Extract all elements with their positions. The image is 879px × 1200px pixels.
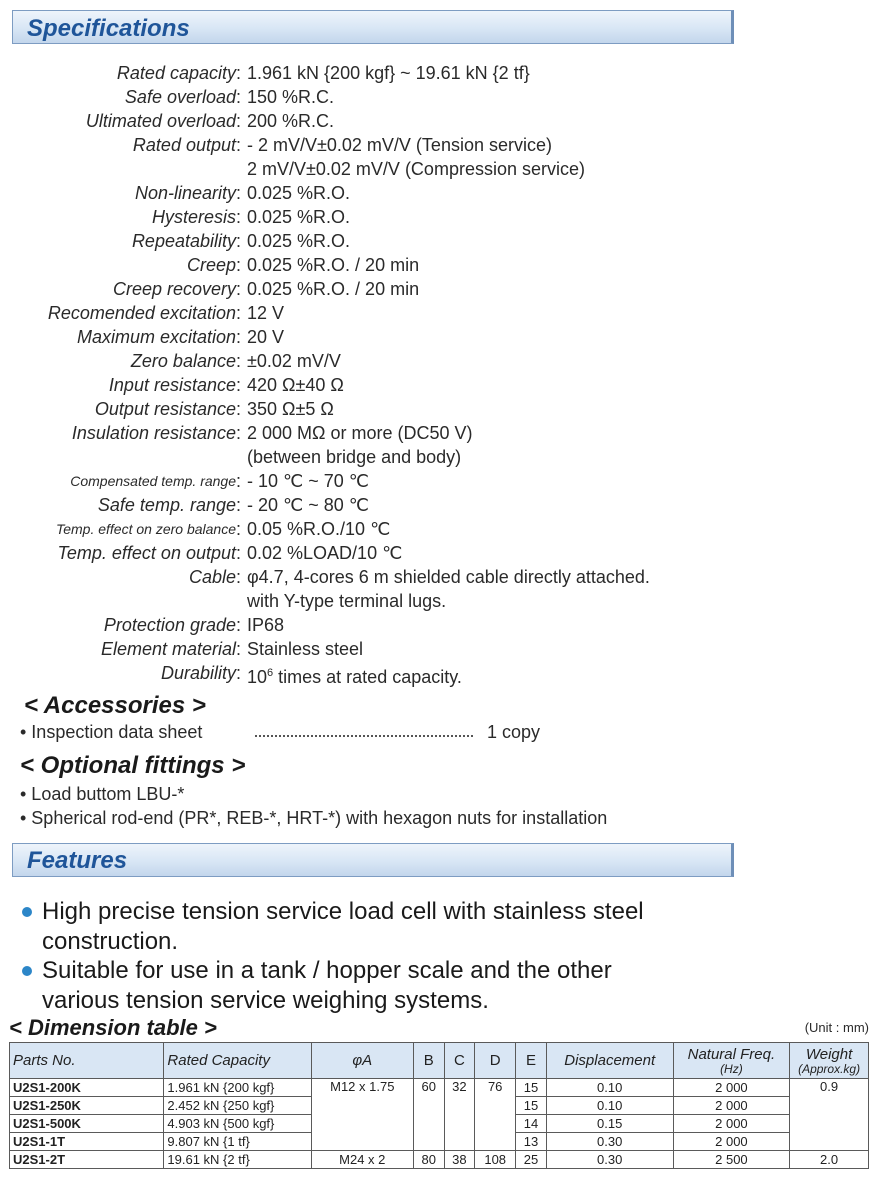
features-title: Features <box>27 847 128 874</box>
spec-label: Non-linearity <box>134 183 236 203</box>
spec-value: 0.02 %LOAD/10 ℃ <box>247 543 403 563</box>
spec-cable-2 <box>0 589 879 613</box>
spec-recomended-excitation: Recomended excitation : 12 V <box>47 303 285 323</box>
th-freq: Natural Freq. (Hz) <box>673 1043 790 1079</box>
spec-repeatability: Repeatability : 0.025 %R.O. <box>131 231 351 251</box>
dimension-table <box>9 1042 869 1169</box>
dimension-title: < Dimension table > <box>9 1015 217 1040</box>
optional-item: • Spherical rod-end (PR*, REB-*, HRT-*) with hexagon nuts for installation <box>20 808 608 828</box>
spec-ultimated-overload: Ultimated overload : 200 %R.C. <box>85 111 335 131</box>
spec-safe-overload: Safe overload : 150 %R.C. <box>124 87 335 107</box>
leader-dots <box>255 735 473 737</box>
spec-label: Compensated temp. range <box>70 473 236 489</box>
spec-temp-effect-zero: Temp. effect on zero balance : 0.05 %R.O./10 ℃ <box>55 519 391 539</box>
spec-value: 0.025 %R.O. <box>247 231 351 251</box>
spec-durability: Durability : $10^6$ times at rated capacity. <box>160 663 462 687</box>
spec-safe-temp-range: Safe temp. range : - 20 ℃ ~ 80 ℃ <box>97 495 369 515</box>
spec-value: 2 000 MΩ or more (DC50 V) <box>247 423 473 443</box>
table-row: U2S1-200K 1.961 kN {200 kgf} M12 x 1.75 60 32 76 15 0.10 2 000 0.9 <box>10 1079 869 1097</box>
spec-label: Insulation resistance <box>71 423 236 443</box>
features-header <box>12 843 734 877</box>
th-phiA: φA <box>311 1043 413 1079</box>
spec-rated-capacity: Rated capacity : 1.961 kN {200 kgf} ~ 19.61 kN {2 tf} <box>116 63 530 83</box>
th-d: D <box>475 1043 516 1079</box>
spec-value: $10^6$ times at rated capacity. <box>247 667 462 687</box>
spec-label: Maximum excitation <box>76 327 236 347</box>
spec-label: Protection grade <box>103 615 236 635</box>
optional-title: < Optional fittings > <box>20 752 246 779</box>
th-e: E <box>516 1043 547 1079</box>
spec-label: Repeatability <box>131 231 236 251</box>
accessories-title: < Accessories > <box>24 692 206 719</box>
spec-rated-output: Rated output : - 2 mV/V±0.02 mV/V (Tension service) <box>132 135 552 155</box>
spec-value: 20 V <box>247 327 285 347</box>
spec-label: Rated output <box>132 135 236 155</box>
spec-value: 200 %R.C. <box>247 111 335 131</box>
spec-label: Safe temp. range <box>97 495 236 515</box>
spec-value: 2 mV/V±0.02 mV/V (Compression service) <box>247 159 585 179</box>
spec-label: Creep recovery <box>112 279 236 299</box>
spec-value: 150 %R.C. <box>247 87 335 107</box>
spec-label: Ultimated overload <box>85 111 236 131</box>
spec-label: Zero balance <box>130 351 236 371</box>
spec-value: IP68 <box>247 615 285 635</box>
spec-hysteresis: Hysteresis : 0.025 %R.O. <box>151 207 351 227</box>
spec-label: Input resistance <box>108 375 236 395</box>
th-weight: Weight (Approx.kg) <box>790 1043 869 1079</box>
spec-compensated-temp-range: Compensated temp. range : - 10 ℃ ~ 70 ℃ <box>70 471 369 491</box>
spec-output-resistance: Output resistance : 350 Ω±5 Ω <box>94 399 334 419</box>
table-header-row <box>10 1043 869 1079</box>
th-parts: Parts No. <box>10 1043 164 1079</box>
spec-label: Durability <box>160 663 236 683</box>
spec-value: with Y-type terminal lugs. <box>247 591 447 611</box>
spec-value: 350 Ω±5 Ω <box>247 399 334 419</box>
specifications-header <box>12 10 734 44</box>
spec-value: ±0.02 mV/V <box>247 351 341 371</box>
spec-zero-balance: Zero balance : ±0.02 mV/V <box>130 351 341 371</box>
spec-value: 1.961 kN {200 kgf} ~ 19.61 kN {2 tf} <box>247 63 530 83</box>
optional-item: • Load buttom LBU-* <box>20 784 185 804</box>
spec-label: Rated capacity <box>116 63 236 83</box>
spec-value: - 2 mV/V±0.02 mV/V (Tension service) <box>247 135 552 155</box>
spec-creep-recovery: Creep recovery : 0.025 %R.O. / 20 min <box>112 279 420 299</box>
spec-label: Output resistance <box>94 399 236 419</box>
spec-label: Recomended excitation <box>47 303 236 323</box>
spec-label: Safe overload <box>124 87 236 107</box>
unit-label: (Unit : mm) <box>804 1020 869 1035</box>
spec-value: Stainless steel <box>247 639 364 659</box>
th-displacement: Displacement <box>546 1043 673 1079</box>
spec-value: 0.05 %R.O./10 ℃ <box>247 519 391 539</box>
spec-protection-grade: Protection grade : IP68 <box>103 615 285 635</box>
bullet-dot-icon <box>22 907 32 917</box>
spec-temp-effect-output: Temp. effect on output : 0.02 %LOAD/10 ℃ <box>57 543 403 563</box>
spec-maximum-excitation: Maximum excitation : 20 V <box>76 327 285 347</box>
spec-value: - 20 ℃ ~ 80 ℃ <box>247 495 369 515</box>
spec-label: Temp. effect on output <box>57 543 236 563</box>
spec-label: Creep <box>186 255 236 275</box>
spec-creep: Creep : 0.025 %R.O. / 20 min <box>186 255 420 275</box>
th-capacity: Rated Capacity <box>164 1043 311 1079</box>
table-row: U2S1-250K 2.452 kN {250 kgf} 15 0.10 2 000 <box>10 1097 869 1115</box>
spec-value: 0.025 %R.O. / 20 min <box>247 279 420 299</box>
feature-item: Suitable for use in a tank / hopper scale and the other various tension service weighing systems. <box>42 957 612 1014</box>
bullet-dot-icon <box>22 966 32 976</box>
th-b: B <box>413 1043 444 1079</box>
spec-value: 12 V <box>247 303 285 323</box>
spec-value: - 10 ℃ ~ 70 ℃ <box>247 471 369 491</box>
specifications-title: Specifications <box>27 15 190 42</box>
spec-label: Temp. effect on zero balance <box>55 521 236 537</box>
table-row: U2S1-500K 4.903 kN {500 kgf} 14 0.15 2 000 <box>10 1115 869 1133</box>
spec-value: 420 Ω±40 Ω <box>247 375 344 395</box>
spec-label: Element material <box>100 639 236 659</box>
spec-value: (between bridge and body) <box>247 447 462 467</box>
spec-label: Cable <box>188 567 236 587</box>
table-row: U2S1-1T 9.807 kN {1 tf} 13 0.30 2 000 <box>10 1133 869 1151</box>
spec-element-material: Element material : Stainless steel <box>100 639 364 659</box>
spec-value: φ4.7, 4-cores 6 m shielded cable directly attached. <box>247 567 650 587</box>
feature-item: High precise tension service load cell with stainless steel construction. <box>42 898 644 955</box>
table-row: U2S1-2T 19.61 kN {2 tf} M24 x 2 80 38 108 25 0.30 2 500 2.0 <box>10 1151 869 1169</box>
accessories-item: • Inspection data sheet <box>20 722 203 742</box>
spec-input-resistance: Input resistance : 420 Ω±40 Ω <box>108 375 344 395</box>
th-c: C <box>444 1043 475 1079</box>
spec-value: 0.025 %R.O. <box>247 207 351 227</box>
spec-non-linearity: Non-linearity : 0.025 %R.O. <box>134 183 351 203</box>
spec-insulation-resistance-2 <box>0 445 879 469</box>
spec-value: 0.025 %R.O. / 20 min <box>247 255 420 275</box>
spec-value: 0.025 %R.O. <box>247 183 351 203</box>
spec-cable: Cable : φ4.7, 4-cores 6 m shielded cable directly attached. <box>188 567 650 587</box>
spec-label: Hysteresis <box>151 207 236 227</box>
spec-rated-output-2 <box>0 157 879 181</box>
spec-insulation-resistance: Insulation resistance : 2 000 MΩ or more (DC50 V) <box>71 423 473 443</box>
accessories-qty: 1 copy <box>487 722 541 742</box>
